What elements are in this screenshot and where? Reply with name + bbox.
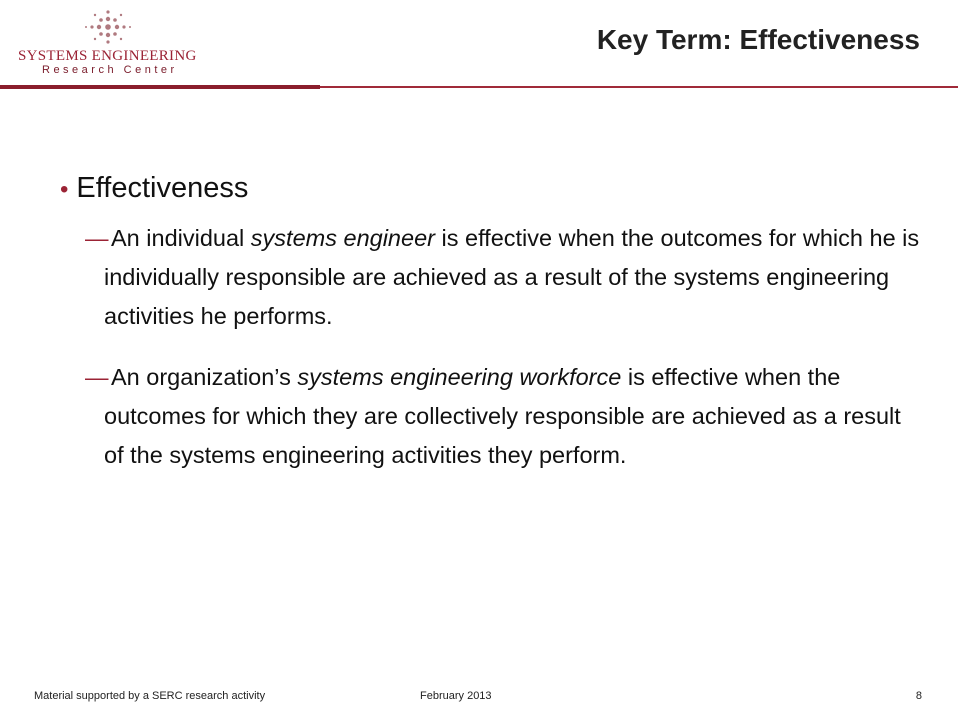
dash-icon: — bbox=[85, 364, 109, 390]
text-segment: An individual bbox=[111, 225, 251, 251]
sub-bullet-organization bbox=[60, 358, 920, 475]
footer-attribution: Material supported by a SERC research activity bbox=[34, 690, 266, 702]
text-segment: An organization’s bbox=[111, 364, 298, 390]
page-number: 8 bbox=[915, 690, 922, 702]
bullet-dot-icon: • bbox=[60, 176, 69, 203]
sub-bullet-individual bbox=[60, 219, 920, 336]
slide-body bbox=[60, 172, 920, 475]
footer-date: February 2013 bbox=[420, 690, 492, 702]
text-segment: is effective when the outcomes for which he is individually responsible are achieved as a result of the systems engineering activities he performs. bbox=[104, 225, 920, 329]
serc-emblem-icon bbox=[80, 8, 136, 48]
logo-subtitle: Research Center bbox=[42, 64, 178, 76]
title-divider-accent bbox=[0, 85, 320, 89]
serc-logo bbox=[12, 8, 202, 80]
slide-title: Key Term: Effectiveness bbox=[596, 24, 920, 55]
bullet-effectiveness bbox=[60, 172, 920, 205]
text-segment: is effective when the outcomes for which they are collectively responsible are achieved as a result of the systems engineering activities they perform. bbox=[104, 364, 901, 468]
emphasis-term: systems engineering workforce bbox=[297, 364, 622, 390]
bullet-label: Effectiveness bbox=[76, 172, 249, 204]
emphasis-term: systems engineer bbox=[250, 225, 435, 251]
sub-bullet-text bbox=[104, 219, 920, 336]
sub-bullet-text bbox=[104, 358, 920, 475]
dash-icon: — bbox=[85, 225, 109, 251]
logo-wordmark: SYSTEMS ENGINEERING bbox=[18, 48, 197, 64]
